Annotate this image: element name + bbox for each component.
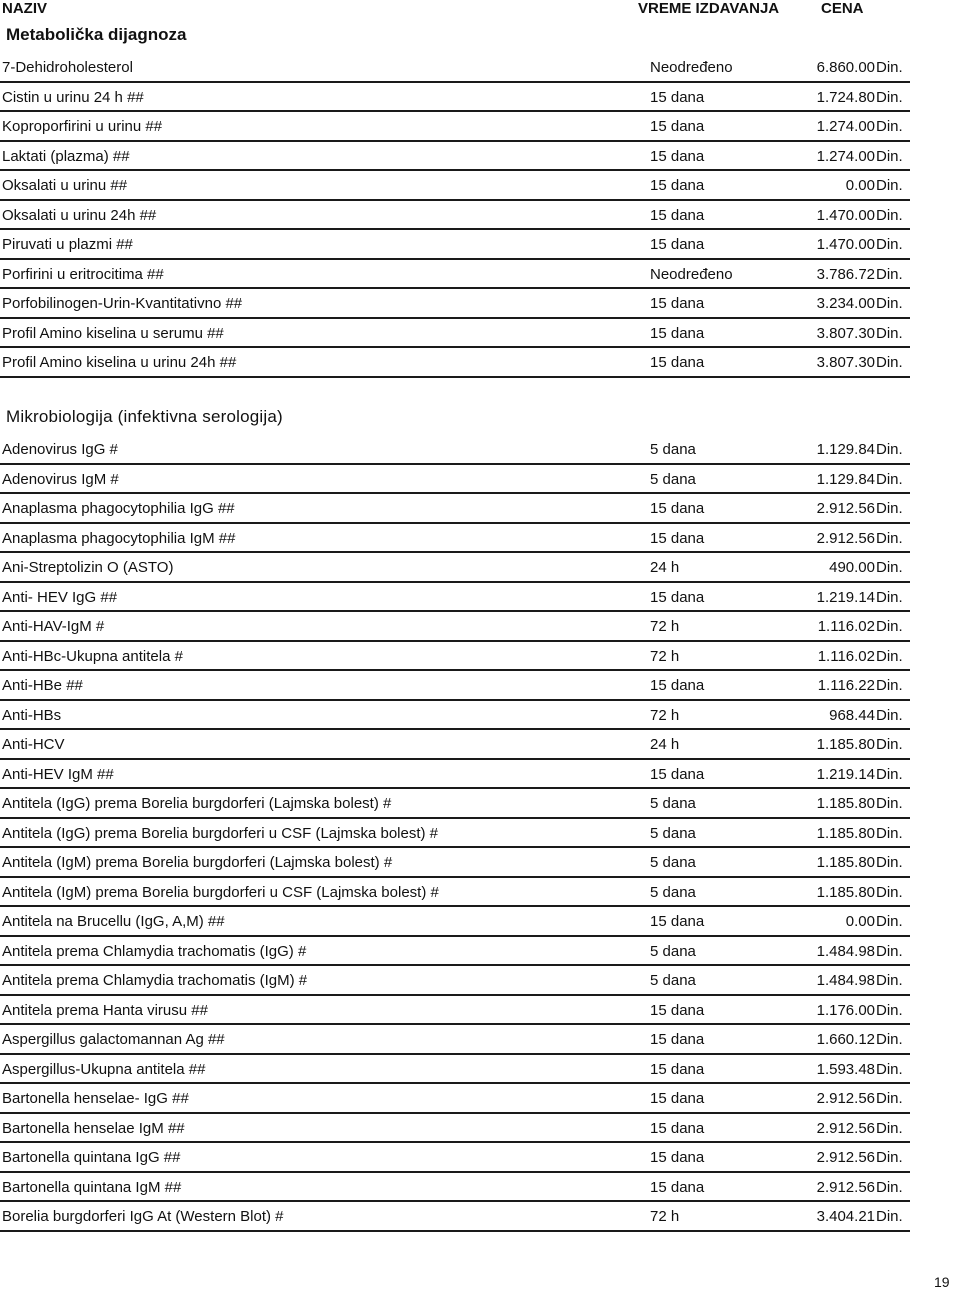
test-name: 7-Dehidroholesterol (2, 59, 133, 76)
table-row (0, 996, 910, 1026)
table-row (0, 435, 910, 465)
test-name: Anti-HBs (2, 706, 62, 724)
section-rows-microbiology (0, 435, 910, 1232)
price-value: 6.860.00 (816, 59, 875, 76)
price-value: 3.234.00 (816, 295, 875, 312)
price-value: 2.912.56 (816, 1119, 875, 1137)
currency-label: Din. (876, 1119, 903, 1137)
currency-label: Din. (876, 588, 903, 606)
test-name: Anaplasma phagocytophilia IgM ## (2, 529, 236, 547)
turnaround-time: 15 dana (650, 88, 705, 106)
test-name: Porfirini u eritrocitima ## (2, 265, 164, 283)
test-name: Anti- HEV IgG ## (2, 588, 118, 606)
test-name: Porfobilinogen-Urin-Kvantitativno ## (2, 295, 243, 312)
price-value: 1.185.80 (816, 883, 875, 901)
table-row (0, 789, 910, 819)
turnaround-time: 24 h (650, 736, 680, 753)
price-value: 1.185.80 (816, 854, 875, 871)
currency-label: Din. (876, 324, 903, 342)
currency-label: Din. (876, 1090, 903, 1107)
test-name: Bartonella quintana IgM ## (2, 1178, 182, 1196)
table-row (0, 819, 910, 849)
table-row (0, 465, 910, 495)
turnaround-time: 15 dana (650, 147, 705, 165)
table-row (0, 612, 910, 642)
currency-label: Din. (876, 354, 903, 371)
turnaround-time: 15 dana (650, 765, 705, 783)
currency-label: Din. (876, 1031, 903, 1048)
currency-label: Din. (876, 706, 903, 724)
table-row (0, 230, 910, 260)
currency-label: Din. (876, 470, 903, 488)
currency-label: Din. (876, 883, 903, 901)
currency-label: Din. (876, 118, 903, 135)
currency-label: Din. (876, 206, 903, 224)
test-name: Profil Amino kiselina u urinu 24h ## (2, 354, 237, 371)
turnaround-time: 5 dana (650, 824, 696, 842)
test-name: Antitela (IgM) prema Borelia burgdorferi (Lajmska bolest) # (2, 854, 393, 871)
table-row (0, 760, 910, 790)
currency-label: Din. (876, 529, 903, 547)
table-row (0, 937, 910, 967)
currency-label: Din. (876, 147, 903, 165)
price-value: 1.129.84 (816, 441, 875, 458)
turnaround-time: Neodređeno (650, 265, 733, 283)
turnaround-time: 5 dana (650, 441, 696, 458)
turnaround-time: 15 dana (650, 1060, 705, 1078)
table-row (0, 171, 910, 201)
test-name: Laktati (plazma) ## (2, 147, 130, 165)
price-value: 3.786.72 (816, 265, 875, 283)
currency-label: Din. (876, 765, 903, 783)
currency-label: Din. (876, 265, 903, 283)
test-name: Adenovirus IgG # (2, 441, 118, 458)
currency-label: Din. (876, 972, 903, 989)
currency-label: Din. (876, 500, 903, 517)
table-row (0, 1143, 910, 1173)
price-value: 490.00 (829, 559, 875, 576)
price-value: 1.660.12 (816, 1031, 875, 1048)
currency-label: Din. (876, 618, 903, 635)
table-row (0, 1202, 910, 1232)
section-title-metabolic: Metabolička dijagnoza (6, 25, 187, 44)
price-value: 1.484.98 (816, 942, 875, 960)
test-name: Cistin u urinu 24 h ## (2, 88, 144, 106)
table-row (0, 319, 910, 349)
test-name: Adenovirus IgM # (2, 470, 119, 488)
table-row (0, 878, 910, 908)
price-value: 1.274.00 (816, 118, 875, 135)
currency-label: Din. (876, 647, 903, 665)
turnaround-time: 15 dana (650, 1031, 705, 1048)
table-row (0, 494, 910, 524)
table-row (0, 730, 910, 760)
test-name: Bartonella quintana IgG ## (2, 1149, 181, 1166)
table-row (0, 348, 910, 378)
price-value: 1.116.22 (817, 677, 875, 694)
test-name: Anti-HBe ## (2, 677, 83, 694)
currency-label: Din. (876, 795, 903, 812)
price-value: 3.807.30 (816, 324, 875, 342)
table-row (0, 142, 910, 172)
turnaround-time: 5 dana (650, 972, 696, 989)
currency-label: Din. (876, 88, 903, 106)
turnaround-time: 72 h (650, 618, 680, 635)
test-name: Bartonella henselae IgM ## (2, 1119, 185, 1137)
currency-label: Din. (876, 854, 903, 871)
test-name: Antitela (IgG) prema Borelia burgdorferi (Lajmska bolest) # (2, 795, 392, 812)
price-value: 3.807.30 (816, 354, 875, 371)
header-price: CENA (821, 0, 864, 17)
table-row (0, 112, 910, 142)
price-value: 1.219.14 (816, 765, 875, 783)
test-name: Antitela (IgM) prema Borelia burgdorferi u CSF (Lajmska bolest) # (2, 883, 439, 901)
price-value: 0.00 (845, 177, 875, 194)
table-row (0, 583, 910, 613)
currency-label: Din. (876, 236, 903, 253)
currency-label: Din. (876, 1001, 903, 1019)
test-name: Profil Amino kiselina u serumu ## (2, 324, 224, 342)
price-value: 1.470.00 (816, 206, 875, 224)
price-value: 1.185.80 (816, 736, 875, 753)
table-row (0, 1084, 910, 1114)
turnaround-time: 24 h (650, 559, 680, 576)
currency-label: Din. (876, 1060, 903, 1078)
turnaround-time: 15 dana (650, 1119, 705, 1137)
currency-label: Din. (876, 677, 903, 694)
table-row (0, 83, 910, 113)
turnaround-time: 15 dana (650, 295, 705, 312)
test-name: Antitela (IgG) prema Borelia burgdorferi u CSF (Lajmska bolest) # (2, 824, 439, 842)
currency-label: Din. (876, 913, 903, 930)
currency-label: Din. (876, 1208, 903, 1225)
price-value: 3.404.21 (816, 1208, 875, 1225)
price-value: 1.185.80 (816, 824, 875, 842)
turnaround-time: 15 dana (650, 236, 705, 253)
test-name: Borelia burgdorferi IgG At (Western Blot) # (2, 1208, 284, 1225)
currency-label: Din. (876, 1149, 903, 1166)
table-row (0, 701, 910, 731)
turnaround-time: 5 dana (650, 883, 696, 901)
price-value: 0.00 (845, 913, 875, 930)
currency-label: Din. (876, 295, 903, 312)
turnaround-time: 15 dana (650, 118, 705, 135)
turnaround-time: 5 dana (650, 470, 696, 488)
table-row (0, 1055, 910, 1085)
turnaround-time: 15 dana (650, 324, 705, 342)
turnaround-time: 15 dana (650, 206, 705, 224)
currency-label: Din. (876, 1178, 903, 1196)
price-value: 1.470.00 (816, 236, 875, 253)
test-name: Aspergillus galactomannan Ag ## (2, 1031, 225, 1048)
table-row (0, 553, 910, 583)
test-name: Antitela prema Chlamydia trachomatis (IgM) # (2, 972, 308, 989)
turnaround-time: 5 dana (650, 854, 696, 871)
table-row (0, 524, 910, 554)
turnaround-time: 15 dana (650, 588, 705, 606)
price-value: 1.274.00 (816, 147, 875, 165)
price-value: 1.176.00 (816, 1001, 875, 1019)
currency-label: Din. (876, 59, 903, 76)
table-row (0, 53, 910, 83)
currency-label: Din. (876, 736, 903, 753)
turnaround-time: 15 dana (650, 354, 705, 371)
table-header (0, 0, 960, 17)
test-name: Bartonella henselae- IgG ## (2, 1090, 189, 1107)
turnaround-time: 15 dana (650, 177, 705, 194)
price-value: 2.912.56 (816, 1149, 875, 1166)
turnaround-time: 15 dana (650, 1149, 705, 1166)
test-name: Koproporfirini u urinu ## (2, 118, 163, 135)
table-row (0, 642, 910, 672)
turnaround-time: 15 dana (650, 677, 705, 694)
test-name: Antitela prema Hanta virusu ## (2, 1001, 208, 1019)
turnaround-time: 5 dana (650, 942, 696, 960)
header-time: VREME IZDAVANJA (638, 0, 780, 17)
turnaround-time: 15 dana (650, 1001, 705, 1019)
price-value: 1.219.14 (816, 588, 875, 606)
test-name: Antitela prema Chlamydia trachomatis (IgG) # (2, 942, 307, 960)
turnaround-time: Neodređeno (650, 59, 733, 76)
test-name: Oksalati u urinu 24h ## (2, 206, 157, 224)
price-value: 1.116.02 (817, 618, 875, 635)
price-value: 1.593.48 (816, 1060, 875, 1078)
table-row (0, 201, 910, 231)
currency-label: Din. (876, 824, 903, 842)
turnaround-time: 72 h (650, 1208, 680, 1225)
table-row (0, 1025, 910, 1055)
test-name: Anti-HCV (2, 736, 65, 753)
currency-label: Din. (876, 441, 903, 458)
turnaround-time: 15 dana (650, 913, 705, 930)
test-name: Ani-Streptolizin O (ASTO) (2, 559, 174, 576)
test-name: Aspergillus-Ukupna antitela ## (2, 1060, 206, 1078)
test-name: Anaplasma phagocytophilia IgG ## (2, 500, 235, 517)
turnaround-time: 5 dana (650, 795, 696, 812)
table-row (0, 260, 910, 290)
turnaround-time: 15 dana (650, 529, 705, 547)
price-value: 1.185.80 (816, 795, 875, 812)
price-value: 2.912.56 (816, 1090, 875, 1107)
table-row (0, 1114, 910, 1144)
table-row (0, 1173, 910, 1203)
test-name: Anti-HAV-IgM # (2, 618, 105, 635)
test-name: Anti-HBc-Ukupna antitela # (2, 647, 183, 665)
turnaround-time: 15 dana (650, 1090, 705, 1107)
table-row (0, 907, 910, 937)
turnaround-time: 15 dana (650, 1178, 705, 1196)
turnaround-time: 72 h (650, 706, 680, 724)
price-value: 2.912.56 (816, 1178, 875, 1196)
page-number: 19 (934, 1274, 950, 1290)
price-value: 1.129.84 (816, 470, 875, 488)
test-name: Antitela na Brucellu (IgG, A,M) ## (2, 913, 225, 930)
turnaround-time: 15 dana (650, 500, 705, 517)
price-value: 2.912.56 (816, 500, 875, 517)
price-value: 1.484.98 (816, 972, 875, 989)
table-row (0, 848, 910, 878)
table-row (0, 671, 910, 701)
header-name: NAZIV (2, 0, 47, 17)
price-value: 968.44 (829, 706, 875, 724)
currency-label: Din. (876, 177, 903, 194)
test-name: Piruvati u plazmi ## (2, 236, 133, 253)
price-value: 1.116.02 (817, 647, 875, 665)
test-name: Anti-HEV IgM ## (2, 765, 114, 783)
currency-label: Din. (876, 559, 903, 576)
price-value: 2.912.56 (816, 529, 875, 547)
currency-label: Din. (876, 942, 903, 960)
table-row (0, 966, 910, 996)
price-value: 1.724.80 (816, 88, 875, 106)
test-name: Oksalati u urinu ## (2, 177, 128, 194)
turnaround-time: 72 h (650, 647, 680, 665)
section-title-microbiology: Mikrobiologija (infektivna serologija) (6, 407, 283, 426)
table-row (0, 289, 910, 319)
section-rows-metabolic (0, 53, 910, 378)
